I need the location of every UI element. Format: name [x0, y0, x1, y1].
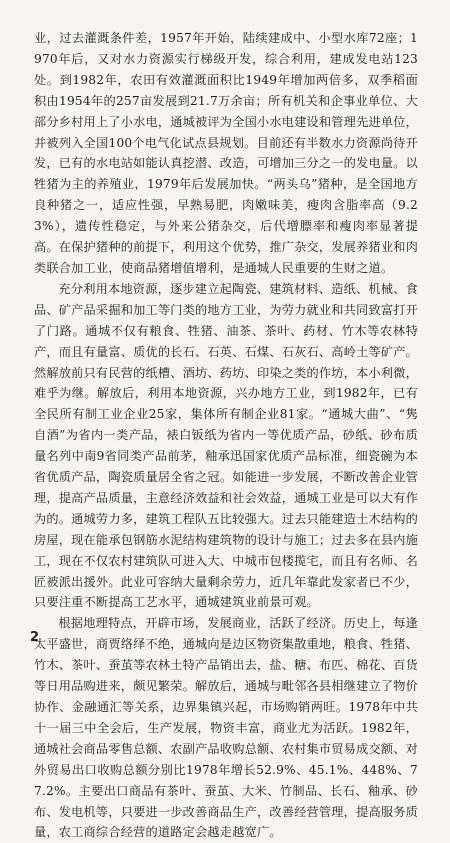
paragraph-2: 充分利用本地资源，逐步建立起陶瓷、建筑材料、造纸、机械、食品、矿产品采掘和加工等门类的地方工业，为劳力就业和共同致富打开了门路。通城不仅有粮食、牲猪、油茶、茶叶、药材、竹木等农林特产，而且有量富、质优的长石、石英、石煤、石灰石、高岭土等矿产。然解放前只有民营的纸槽、酒坊、药坊、印染之类的作坊，本小利微，难乎为继。解放后，利用本地资源，兴办地方工业，到1982年，已有全民所有制工业企业25家，集体所有制企业81家。“通城大曲”、“隽自酒”为省内一类产品，裱白钣纸为省内一等优质产品，砂纸、砂布质量名列中南9省同类产品前茅，釉承迅国家优质产品标准，细瓷碗为本省优质产品，陶瓷质量居全省之冠。如能进一步发展，不断改善企业管理，提高产品质量，主意经济效益和社会效益，通城工业是可以大有作为的。通城劳力多，建筑工程队五比较强大。过去只能建造土木结构的房屋，现在能承包钢筋水泥结构建筑物的设计与施工；过去多在县内施工，现在不仅农村建筑队可进入大、中城市包楼揽宅，而且有名师、名匠被派出援外。此业可容纳大量剩余劳力，近几年靠此发家者已不少，只要注重不断提高工艺水平，通城建筑业前景可观。	[34, 281, 419, 610]
page-number: 2	[30, 630, 40, 645]
paragraph-3: 根据地理特点，开辟市场，发展商业，活跃了经济。历史上，每逢太平盛世，商贾络绎不绝，通城向是边区物资集散重地，粮食、牲猪、竹木、茶叶、蚕茧等农林土特产品销出去，盐、糖、布匹、棉花、百货等日用品购进来，颇见繁荣。解放后，通城与毗邻各县相继建立了物价协作、金融通汇等关系，边界集镇兴起，市场购销两旺。1978年中共十一届三中全会后，生产发展，物资丰富，商业尤为活跃。1982年，通城社会商品零售总额、农副产品收购总额、农村集市贸易成交额、对外贸易出口收购总额分别比1978年增长52.9%、45.1%、448%、77.2%。主要出口商品有茶叶、蚕茧、大米、竹制品、长石、釉承、砂布、发电机等，只要进一步改善商品生产，改善经营管理，提高服务质量，农工商综合经营的道路定会越走越宽广。	[34, 616, 419, 840]
body-text	[34, 28, 418, 843]
paragraph-1: 业，过去灌溉条件差，1957年开始，陆续建成中、小型水库72座；1970年后，又对水力资源实行梯级开发，综合利用，建成发电站123处。到1982年，农田有效灌溉面积比1949年增加两倍多，双季稻面积由1954年的257亩发展到21.7万余亩；所有机关和企事业单位、大部分乡村用上了小水电，通城被评为全国小水电建设和管理先进单位，并被列入全国100个电气化试点县规划。目前还有半数水力资源尚待开发，已有的水电站如能认真挖潜、改造，可增加三分之一的发电量。以牲猪为主的养殖业，1979年后发展加快。“两头乌”猪种，是全国地方良种猪之一，适应性强，早熟易肥，肉嫩味美，瘦肉含脂率高（9.23%），遗传性稳定，与外来公猪杂交，后代增膘率和瘦肉率显著提高。在保护猪种的前提下，利用这个优势，推广杂交，发展养猪业和肉类联合加工业，使商品猪增值增利，是通城人民重要的生财之道。	[34, 31, 419, 275]
